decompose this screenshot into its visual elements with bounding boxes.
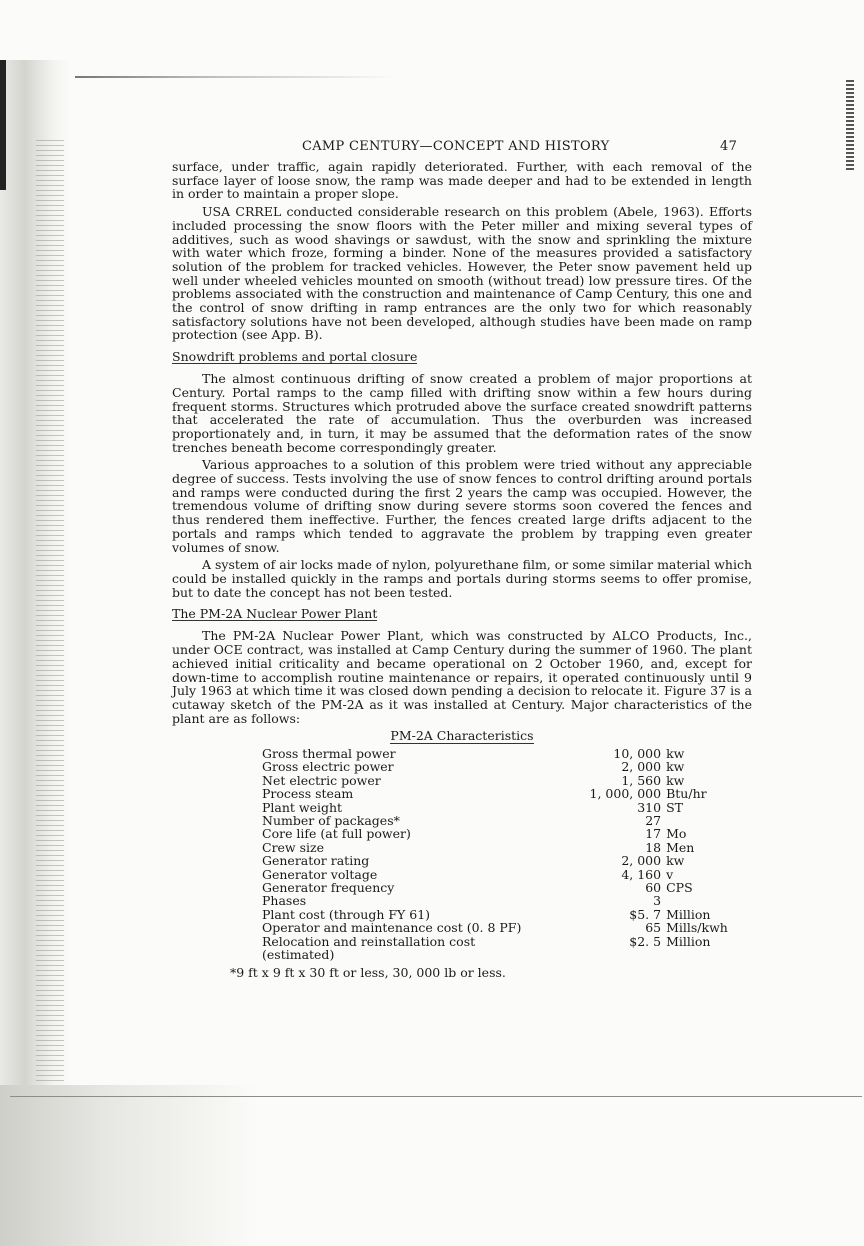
characteristic-unit: kw [666,746,685,762]
characteristics-title: PM-2A Characteristics [390,728,534,744]
characteristic-unit: Mills/kwh [666,920,728,936]
characteristic-unit: v [666,866,674,882]
characteristic-unit: kw [666,759,685,775]
characteristic-name: Generator voltage [262,866,378,882]
characteristic-value: 27 [645,813,662,829]
characteristic-unit: kw [666,853,685,869]
characteristic-name: Core life (at full power) [262,826,411,842]
characteristic-name: Plant cost (through FY 61) [262,906,431,922]
characteristic-unit: CPS [666,880,693,896]
table-row [262,935,752,962]
characteristic-value: 65 [645,920,662,936]
scan-bottom-smudge [0,1085,864,1246]
characteristic-unit: Million [666,906,711,922]
scan-binding-edge [0,60,70,1246]
characteristic-value: 10, 000 [613,746,662,762]
table-row [262,760,752,773]
characteristic-name: Relocation and reinstallation cost (estimated) [262,933,476,963]
characteristic-unit: Men [666,839,695,855]
table-row [262,854,752,867]
characteristic-value: $2. 5 [629,933,662,949]
characteristic-name: Gross thermal power [262,746,396,762]
page-number: 47 [720,139,738,154]
characteristic-unit: Million [666,933,711,949]
characteristic-value: 1, 000, 000 [589,786,662,802]
characteristic-value: $5. 7 [629,906,662,922]
document-page [172,140,752,979]
characteristic-value: 2, 000 [621,759,662,775]
table-row [262,827,752,840]
characteristic-unit: kw [666,772,685,788]
binding-dark-stripe [0,60,6,190]
characteristic-name: Plant weight [262,799,343,815]
characteristic-value: 17 [645,826,662,842]
characteristic-value: 18 [645,839,662,855]
paragraph-air-locks: A system of air locks made of nylon, polyurethane film, or some similar material which could be installed quickly in the ramps and portals during storms seems to offer promise, but to date the concept has not been tested. [172,557,752,600]
scan-top-smudge [75,76,395,78]
section-heading-snowdrift: Snowdrift problems and portal closure [172,349,418,365]
running-header [172,140,752,160]
characteristic-unit: Btu/hr [666,786,707,802]
characteristic-name: Crew size [262,839,325,855]
characteristic-name: Phases [262,893,307,909]
binding-dot-pattern [36,140,64,1140]
paragraph-crrel-research: USA CRREL conducted considerable research on this problem (Abele, 1963). Efforts included processing the snow floors with the Peter miller and mixing several types of additives, such as wood shavings or sawdust, with the snow and sprinkling the mixture with water which froze, forming a binder. None of the measures provided a satisfactory solution of the problem for tracked vehicles. However, the Peter snow pavement held up well under wheeled vehicles mounted on smooth (without tread) low pressure tires. Of the problems associated with the construction and maintenance of Camp Century, this one and the control of snow drifting in ramp entrances are the only two for which reasonably satisfactory solutions have not been developed, although studies have been made on ramp protection (see App. B). [172,204,752,343]
table-row [262,774,752,787]
characteristics-table [262,747,752,962]
paragraph-pm2a: The PM-2A Nuclear Power Plant, which was constructed by ALCO Products, Inc., under OCE contract, was installed at Camp Century during the summer of 1960. The plant achieved initial criticality and became operational on 2 October 1960, and, except for down-time to accomplish routine maintenance or repairs, it operated continuously until 9 July 1963 at which time it was closed down pending a decision to relocate it. Figure 37 is a cutaway sketch of the PM-2A as it was installed at Century. Major characteristics of the plant are as follows: [172,628,752,726]
characteristic-unit: ST [666,799,683,815]
paragraph-drifting: The almost continuous drifting of snow created a problem of major proportions at Century. Portal ramps to the camp filled with drifting snow within a few hours during frequent storms. Structures which protruded above the surface created snowdrift patterns that accelerated the rate of accumulation. Thus the overburden was increased proportionately and, in turn, it may be assumed that the deformation rates of the snow trenches beneath become correspondingly greater. [172,371,752,455]
characteristic-name: Gross electric power [262,759,394,775]
characteristic-name: Operator and maintenance cost (0. 8 PF) [262,920,522,936]
characteristic-value: 60 [645,880,662,896]
characteristic-value: 4, 160 [621,866,662,882]
table-row [262,921,752,934]
table-row [262,787,752,800]
characteristic-unit: Mo [666,826,687,842]
scan-bottom-rule [10,1096,862,1097]
characteristic-name: Process steam [262,786,354,802]
running-title: CAMP CENTURY—CONCEPT AND HISTORY [302,139,610,154]
scan-right-strip [846,80,854,170]
characteristic-unit [666,814,752,827]
characteristic-value: 1, 560 [621,772,662,788]
characteristics-footnote: *9 ft x 9 ft x 30 ft or less, 30, 000 lb or less. [230,964,506,980]
characteristic-value: 3 [653,893,662,909]
characteristic-name: Net electric power [262,772,381,788]
characteristic-name: Number of packages* [262,813,400,829]
characteristic-value: 2, 000 [621,853,662,869]
characteristic-name: Generator rating [262,853,370,869]
table-row [262,881,752,894]
characteristic-value: 310 [637,799,662,815]
table-row [262,894,752,907]
table-row [262,801,752,814]
characteristic-unit [666,894,752,907]
paragraph-ramp-continuation: surface, under traffic, again rapidly deteriorated. Further, with each removal of the surface layer of loose snow, the ramp was made deeper and had to be extended in length in order to maintain a proper slope. [172,159,752,202]
characteristic-name: Generator frequency [262,880,395,896]
section-heading-pm2a: The PM-2A Nuclear Power Plant [172,606,378,622]
table-row [262,814,752,827]
table-row [262,747,752,760]
table-row [262,841,752,854]
table-row [262,908,752,921]
table-row [262,868,752,881]
paragraph-approaches: Various approaches to a solution of this problem were tried without any appreciable degree of success. Tests involving the use of snow fences to control drifting around portals and ramps were conducted during the first 2 years the camp was occupied. However, the tremendous volume of drifting snow during severe storms soon covered the fences and thus rendered them ineffective. Further, the fences created large drifts adjacent to the portals and ramps which tended to aggravate the problem by trapping even greater volumes of snow. [172,457,752,555]
